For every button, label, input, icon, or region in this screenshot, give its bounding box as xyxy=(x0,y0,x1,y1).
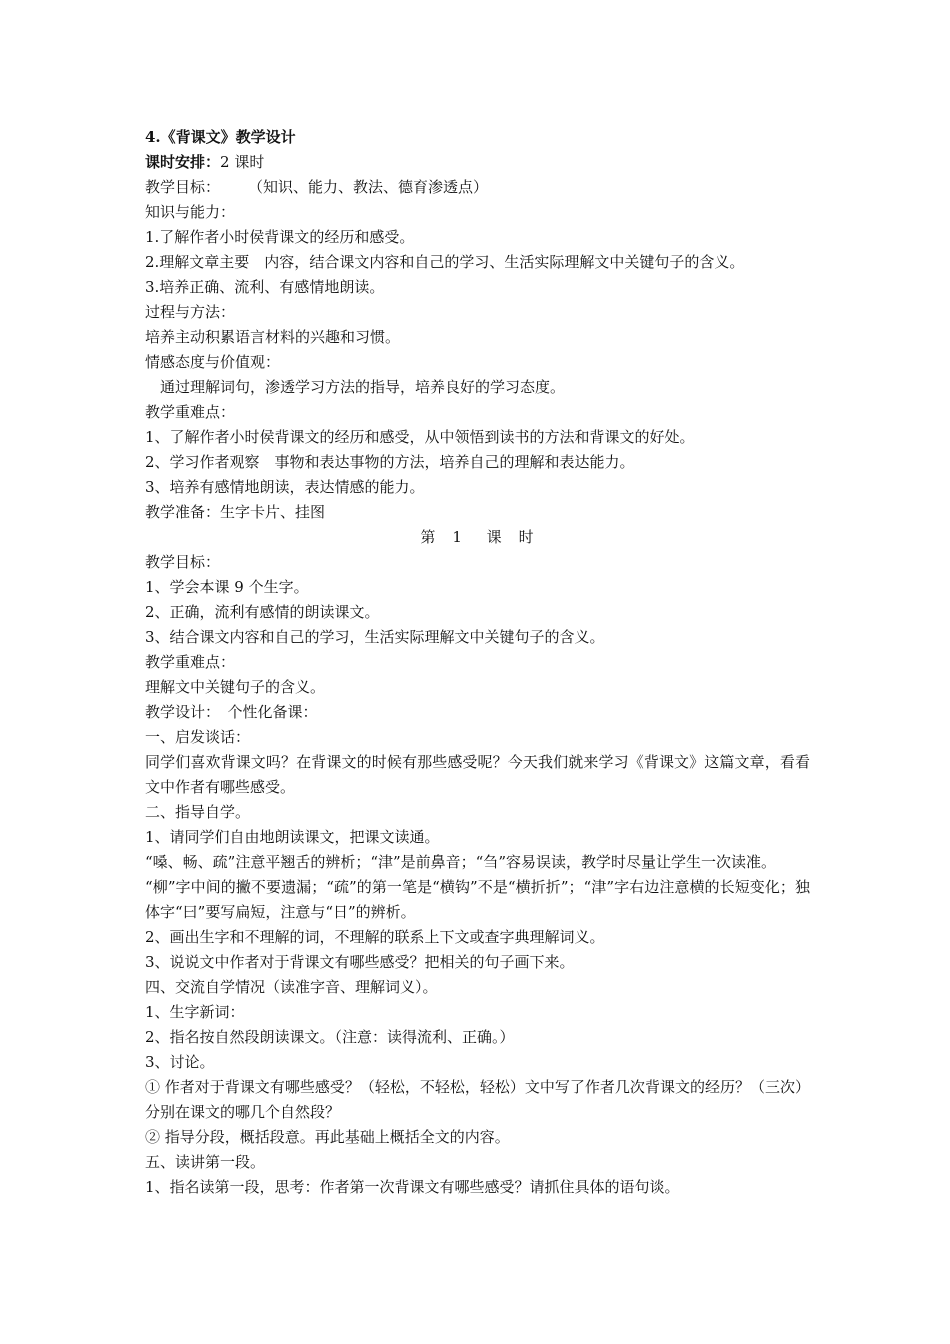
section4-item: 1、生字新词： xyxy=(145,1003,245,1021)
section2-item: 1、请同学们自由地朗读课文，把课文读通。 xyxy=(145,828,440,846)
lesson-heading: 第 1 课 时 xyxy=(420,528,535,546)
prep-text: 教学准备：生字卡片、挂图 xyxy=(145,503,326,521)
lesson-difficulty-text: 理解文中关键句子的含义。 xyxy=(145,678,326,696)
knowledge-item: 1.了解作者小时侯背课文的经历和感受。 xyxy=(145,228,415,246)
emotion-text: 通过理解词句，渗透学习方法的指导，培养良好的学习态度。 xyxy=(160,378,566,396)
section5-heading: 五、读讲第一段。 xyxy=(145,1153,266,1171)
knowledge-item: 3.培养正确、流利、有感情地朗读。 xyxy=(145,278,385,296)
section4-item: 3、讨论。 xyxy=(145,1053,215,1071)
section4-item: ② 指导分段，概括段意。再此基础上概括全文的内容。 xyxy=(145,1128,510,1146)
process-heading: 过程与方法： xyxy=(145,303,236,321)
section4-item: ① 作者对于背课文有哪些感受？（轻松，不轻松，轻松）文中写了作者几次背课文的经历？（三次）分别在课文的哪几个自然段？ xyxy=(145,1078,810,1121)
difficulty-item: 3、培养有感情地朗读，表达情感的能力。 xyxy=(145,478,425,496)
section2-item: 3、说说文中作者对于背课文有哪些感受？把相关的句子画下来。 xyxy=(145,953,575,971)
section4-item: 2、指名按自然段朗读课文。（注意：读得流利、正确。） xyxy=(145,1028,515,1046)
section1-heading: 一、启发谈话： xyxy=(145,728,251,746)
process-text: 培养主动积累语言材料的兴趣和习惯。 xyxy=(145,328,401,346)
section4-heading: 四、交流自学情况（读准字音、理解词义）。 xyxy=(145,978,438,996)
emotion-heading: 情感态度与价值观： xyxy=(145,353,281,371)
document-title: 4.《背课文》教学设计 xyxy=(145,128,296,146)
section2-item: “嗓、畅、疏”注意平翘舌的辨析；“津”是前鼻音；“刍”容易误读，教学时尽量让学生一次读准。 xyxy=(145,853,777,871)
lesson-objective-item: 3、结合课文内容和自己的学习，生活实际理解文中关键句子的含义。 xyxy=(145,628,605,646)
difficulty-item: 2、学习作者观察 事物和表达事物的方法，培养自己的理解和表达能力。 xyxy=(145,453,635,471)
section2-item: “柳”字中间的撇不要遗漏；“疏”的第一笔是“横钩”不是“横折折”；“津”字右边注意横的长短变化；独体字“曰”要写扁短，注意与“日”的辨析。 xyxy=(145,878,810,921)
lesson-objective-item: 1、学会本课 9 个生字。 xyxy=(145,578,309,596)
knowledge-heading: 知识与能力： xyxy=(145,203,236,221)
design-heading: 教学设计： 个性化备课： xyxy=(145,703,318,721)
lesson-difficulty-heading: 教学重难点： xyxy=(145,653,236,671)
section2-heading: 二、指导自学。 xyxy=(145,803,251,821)
schedule-line xyxy=(145,150,810,175)
objectives-heading: 教学目标： xyxy=(145,178,221,196)
section1-text: 同学们喜欢背课文吗？在背课文的时候有那些感受呢？今天我们就来学习《背课文》这篇文章，看看文中作者有哪些感受。 xyxy=(145,753,810,796)
lesson-objectives-heading: 教学目标： xyxy=(145,553,221,571)
schedule-label: 课时安排： xyxy=(145,153,221,171)
schedule-value: 2 课时 xyxy=(220,153,265,171)
section2-item: 2、画出生字和不理解的词，不理解的联系上下文或查字典理解词义。 xyxy=(145,928,605,946)
section5-item: 1、指名读第一段，思考：作者第一次背课文有哪些感受？请抓住具体的语句谈。 xyxy=(145,1178,680,1196)
difficulty-item: 1、了解作者小时侯背课文的经历和感受，从中领悟到读书的方法和背课文的好处。 xyxy=(145,428,695,446)
objectives-note: （知识、能力、教法、德育渗透点） xyxy=(248,178,489,196)
document-page xyxy=(145,125,810,1200)
objectives-line xyxy=(145,175,810,200)
lesson-objective-item: 2、正确，流利有感情的朗读课文。 xyxy=(145,603,380,621)
knowledge-item: 2.理解文章主要 内容，结合课文内容和自己的学习、生活实际理解文中关键句子的含义。 xyxy=(145,253,745,271)
difficulty-heading: 教学重难点： xyxy=(145,403,236,421)
